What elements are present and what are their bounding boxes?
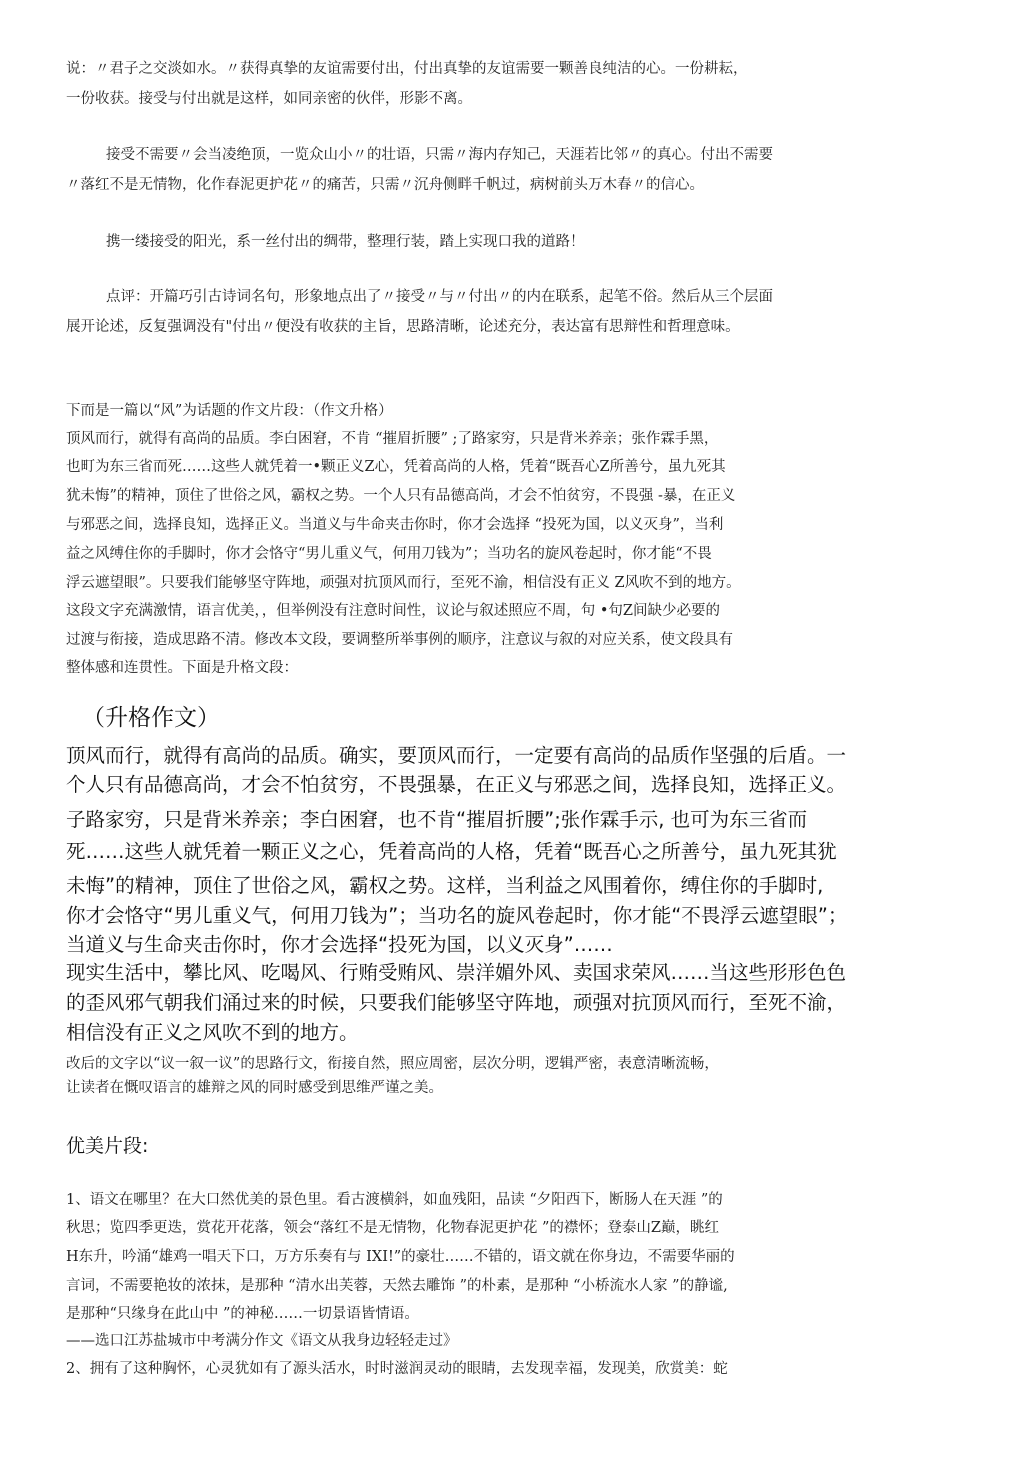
closing-line: 携一缕接受的阳光，系一丝付出的绸带，整理行装，踏上实现口我的道路！ [106, 234, 585, 250]
upgraded-line-4: 死……这些人就凭着一颗正义之心，凭着高尚的人格，凭着“既吾心之所善兮，虽九死其犹 [66, 840, 837, 863]
wind-original-line-3: 犹未悔”的精神，顶住了世俗之风，霸权之势。一个人只有品德高尚，才会不怕贫穷，不畏强 -暴，在正义 [66, 488, 736, 504]
upgraded-line-10: 相信没有正义之风吹不到的地方。 [66, 1021, 359, 1044]
wind-original-line-6: 浮云遮望眼”。只要我们能够坚守阵地，顽强对抗顶风而行，至死不渝，相信没有正义 Z风吹不到的地方。 [66, 575, 741, 591]
wind-original-line-1: 顶风而行，就得有高尚的品质。李白困窘，不肯 “摧眉折腰” ;了路家穷，只是背米养亲；张作霖手黑， [66, 431, 719, 447]
wind-original-line-8: 过渡与衔接，造成思路不清。修改本文段，要调整所举事例的顺序，注意议与叙的对应关系，使文段具有 [66, 632, 733, 648]
beautiful-source-line: ——选口江苏盐城市中考满分作文《语文从我身边轻轻走过》 [66, 1333, 458, 1349]
beautiful-line-5: 是那种“只缘身在此山中 ”的神秘……一切景语皆情语。 [66, 1306, 419, 1322]
beautiful-line-7: 2、拥有了这种胸怀，心灵犹如有了源头活水，时时滋润灵动的眼睛，去发现幸福，发现美，欣赏美：蛇 [66, 1361, 728, 1377]
upgraded-line-8: 现实生活中，攀比风、吃喝风、行贿受贿风、崇洋媚外风、卖国求荣风……当这些形形色色 [66, 961, 847, 984]
beautiful-line-4: 言词，不需要艳妆的浓抹，是那种 “清水出芙蓉，天然去雕饰 ”的朴素，是那种 “小桥流水人家 ”的静谧, [66, 1278, 728, 1294]
beautiful-line-2: 秋思；览四季更迭，赏花开花落，领会“落红不是无情物，化物春泥更护花 ”的襟怀；登泰山Z巅，眺红 [66, 1220, 720, 1236]
wind-original-line-9: 整体感和连贯性。下面是升格文段： [66, 660, 298, 676]
upgraded-line-9: 的歪风邪气朝我们涌过来的时候，只要我们能够坚守阵地，顽强对抗顶风而行，至死不渝， [66, 991, 847, 1014]
intro-line-2: 一份收获。接受与付出就是这样，如同亲密的伙伴，形影不离。 [66, 91, 472, 107]
intro-line-1: 说：〃君子之交淡如水。〃获得真挚的友谊需要付出，付出真挚的友谊需要一颗善良纯洁的心。一份耕耘， [66, 61, 748, 77]
receive-line-1: 接受不需要〃会当凌绝顶，一览众山小〃的壮语，只需〃海内存知己，天涯若比邻〃的真心。付出不需要 [106, 147, 773, 163]
upgraded-heading: （升格作文） [82, 705, 220, 731]
wind-original-line-2: 也町为东三省而死……这些人就凭着一•颗正义Z心，凭着高尚的人格，凭着“既吾心Z所善兮，虽九死其 [66, 459, 726, 475]
comment-line-1: 点评：开篇巧引古诗词名句，形象地点出了〃接受〃与〃付出〃的内在联系，起笔不俗。然后从三个层面 [106, 289, 773, 305]
upgraded-line-5: 未悔”的精神，顶住了世俗之风，霸权之势。这样，当利益之风围着你，缚住你的手脚时, [66, 874, 824, 897]
upgraded-note-line-2: 让读者在慨叹语言的雄辩之风的同时感受到思维严谨之美。 [66, 1080, 443, 1096]
receive-line-2: 〃落红不是无情物，化作春泥更护花〃的痛苦，只需〃沉舟侧畔千帆过，病树前头万木春〃的信心。 [66, 177, 704, 193]
upgraded-line-3: 子路家穷，只是背米养亲；李白困窘，也不肯“摧眉折腰”;张作霖手示, 也可为东三省而 [66, 808, 808, 831]
upgraded-line-2: 个人只有品德高尚，才会不怕贫穷，不畏强暴，在正义与邪恶之间，选择良知，选择正义。 [66, 773, 847, 796]
beautiful-line-1: 1、语文在哪里？在大口然优美的景色里。看古渡横斜，如血残阳，品读 “夕阳西下，断肠人在天涯 ”的 [66, 1192, 723, 1208]
wind-original-line-7: 这段文字充满激情，语言优美，，但举例没有注意时间性，议论与叙述照应不周，句 •句Z间缺少必要的 [66, 603, 720, 619]
wind-original-line-5: 益之风缚住你的手脚时，你才会恪守“男儿重义气，何用刀钱为”；当功名的旋风卷起时，你才能“不畏 [66, 546, 712, 562]
upgraded-line-6: 你才会恪守“男儿重义气，何用刀钱为”；当功名的旋风卷起时，你才能“不畏浮云遮望眼”； [66, 904, 848, 927]
comment-line-2: 展开论述，反复强调没有"付出〃便没有收获的主旨，思路清晰，论述充分，表达富有思辩性和哲理意味。 [66, 319, 740, 335]
wind-section-intro: 下而是一篇以“风”为话题的作文片段：（作文升格） [66, 403, 393, 419]
wind-original-line-4: 与邪恶之间，选择良知，选择正义。当道义与牛命夹击你时，你才会选择 “投死为国，以义灭身”，当利 [66, 517, 724, 533]
upgraded-line-1: 顶风而行，就得有高尚的品质。确实，要顶风而行，一定要有高尚的品质作坚强的后盾。一 [66, 744, 847, 767]
beautiful-heading: 优美片段: [66, 1135, 149, 1157]
beautiful-line-3: H东升，吟涌“雄鸡一唱天下口，万方乐奏有与 IXI!”的豪壮……不错的，语文就在你身边，不需要华丽的 [66, 1249, 735, 1265]
upgraded-note-line-1: 改后的文字以“议一叙一议”的思路行文，衔接自然，照应周密，层次分明，逻辑严密，表意清晰流畅， [66, 1056, 719, 1072]
upgraded-line-7: 当道义与生命夹击你时，你才会选择“投死为国，以义灭身”…… [66, 933, 613, 956]
